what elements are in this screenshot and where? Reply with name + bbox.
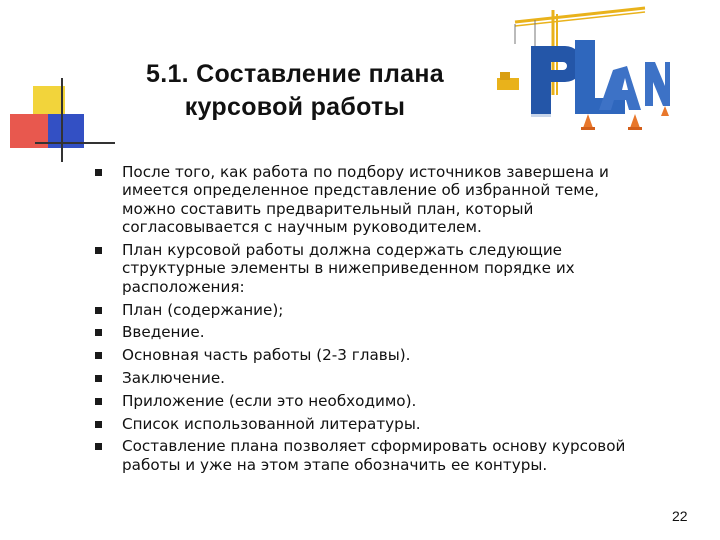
list-item [95, 163, 655, 237]
deco-yellow-square [33, 86, 65, 118]
plan-letters-icon [531, 40, 670, 117]
bullet-text: Составление плана позволяет сформировать основу курсовой работы и уже на этом этапе обозначить ее контуры. [122, 437, 626, 474]
bullet-text: Приложение (если это необходимо). [122, 391, 417, 410]
slide-title [100, 58, 490, 124]
square-bullet-icon [95, 307, 102, 314]
bullet-text: План (содержание); [122, 300, 284, 319]
title-line-1: 5.1. Составление плана [146, 60, 444, 88]
page-number: 22 [672, 508, 688, 524]
list-item [95, 437, 655, 474]
bullet-text: Основная часть работы (2-3 главы). [122, 346, 411, 365]
bullet-list [95, 163, 655, 479]
list-item [95, 392, 655, 410]
square-bullet-icon [95, 169, 102, 176]
bullet-text: Введение. [122, 323, 205, 342]
list-item [95, 346, 655, 364]
square-bullet-icon [95, 398, 102, 405]
square-bullet-icon [95, 329, 102, 336]
bullet-text: План курсовой работы должна содержать следующие структурные элементы в нижеприведенном порядке их расположения: [122, 241, 575, 296]
square-bullet-icon [95, 352, 102, 359]
list-item [95, 323, 655, 341]
title-line-2: курсовой работы [184, 93, 406, 121]
bullet-text: После того, как работа по подбору источников завершена и имеется определенное представление об избранной теме, можно составить предварительный план, который согласовывается с научным руководителем. [122, 163, 609, 237]
list-item [95, 241, 655, 296]
square-bullet-icon [95, 421, 102, 428]
bullet-text: Заключение. [122, 369, 225, 388]
square-bullet-icon [95, 443, 102, 450]
plan-crane-illustration [495, 0, 670, 135]
square-bullet-icon [95, 247, 102, 254]
square-bullet-icon [95, 375, 102, 382]
list-item [95, 369, 655, 387]
list-item [95, 301, 655, 319]
bullet-text: Список использованной литературы. [122, 414, 421, 433]
list-item [95, 415, 655, 433]
